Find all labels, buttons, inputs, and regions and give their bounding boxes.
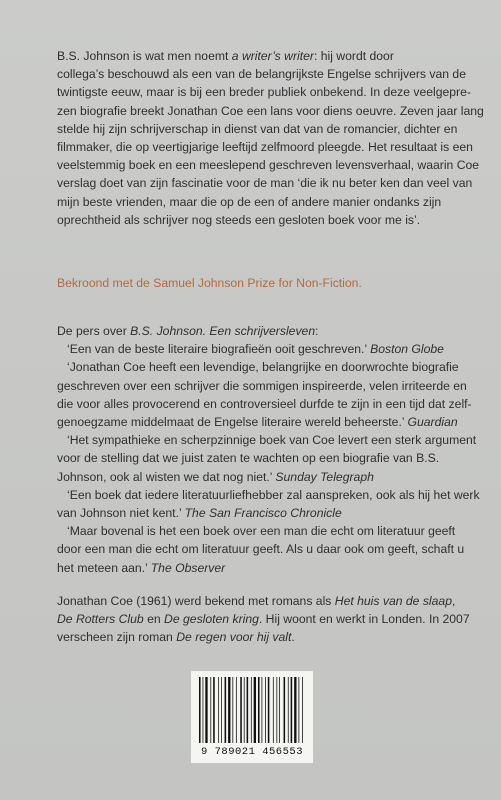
blurb-line: veelstemmig boek en een meeslepend geschreven levensverhaal, waarin Coe bbox=[57, 158, 480, 173]
barcode-bar bbox=[240, 677, 242, 743]
author-bio bbox=[57, 592, 477, 647]
barcode-bar bbox=[268, 677, 270, 743]
press-quote: ‘Het sympathieke en scherpzinnige boek van Coe levert een sterk argument bbox=[67, 433, 477, 448]
barcode-bar bbox=[251, 677, 252, 743]
barcode-bar bbox=[273, 677, 274, 743]
press-quote: die voor alles provocerend en controversieel durfde te zijn in een tijd dat zelf- bbox=[57, 396, 472, 411]
author-line: verscheen zijn roman De regen voor hij valt. bbox=[57, 630, 295, 645]
barcode-bar bbox=[298, 677, 299, 743]
barcode-bar bbox=[199, 677, 201, 743]
press-quote: ‘Een boek dat iedere literatuurliefhebber zal aanspreken, ook als hij het werk bbox=[67, 487, 480, 502]
press-quote: Johnson, ook al wisten we dat nog niet.’ Sunday Telegraph bbox=[57, 469, 374, 484]
press-quote: het meteen aan.’ The Observer bbox=[57, 560, 226, 575]
barcode-bar bbox=[258, 677, 260, 743]
barcode-bar bbox=[228, 677, 230, 743]
blurb-line: twintigste eeuw, maar is bij een breder publiek onbekend. In deze veelgepre- bbox=[57, 85, 471, 100]
isbn-number: 9 789021 456553 bbox=[200, 746, 303, 758]
press-quote: van Johnson niet kent.’ The San Francisco Chronicle bbox=[57, 506, 342, 521]
barcode-bar bbox=[225, 677, 227, 743]
quote-source: The Observer bbox=[150, 560, 226, 575]
barcode-bar bbox=[262, 677, 263, 743]
barcode-bar bbox=[294, 677, 296, 743]
barcode-bar bbox=[254, 677, 256, 743]
quote-source: Sunday Telegraph bbox=[275, 469, 374, 484]
blurb-paragraph bbox=[57, 47, 484, 229]
blurb-line: verslag doet van zijn fascinatie voor de man ‘die ik nu beter ken dan veel van bbox=[57, 176, 473, 191]
blurb-line: stelde hij zijn schrijverschap in dienst van dat van de romancier, dichter en bbox=[57, 121, 458, 136]
isbn-barcode bbox=[191, 671, 313, 763]
barcode-bar bbox=[210, 677, 211, 743]
quote-source: The San Francisco Chronicle bbox=[184, 506, 342, 521]
barcode-bar bbox=[232, 677, 233, 743]
quote-source: Guardian bbox=[407, 415, 458, 430]
barcode-bar bbox=[247, 677, 249, 743]
author-line: Jonathan Coe (1961) werd bekend met romans als Het huis van de slaap, bbox=[57, 594, 456, 608]
blurb-line: mijn beste vrienden, maar die op de een of andere manier ondanks zijn bbox=[57, 194, 442, 209]
press-quote: genoegzame middelmaat de Engelse literaire wereld beheerste.’ Guardian bbox=[57, 415, 458, 430]
barcode-bar bbox=[205, 677, 207, 743]
barcode-bar bbox=[213, 677, 215, 743]
blurb-emphasis: a writer’s writer bbox=[231, 49, 314, 63]
author-line: De Rotters Club en De gesloten kring. Hij woont en werkt in Londen. In 2007 bbox=[57, 612, 470, 627]
barcode-bar bbox=[244, 677, 245, 743]
barcode-bar bbox=[218, 677, 219, 743]
blurb-line: filmmaker, die op veertigjarige leeftijd zelfmoord pleegde. Het resultaat is een bbox=[57, 140, 473, 155]
blurb-line: collega’s beschouwd als een van de belangrijkste Engelse schrijvers van de bbox=[57, 67, 466, 82]
quote-source: Boston Globe bbox=[370, 342, 444, 357]
press-quote: ‘Maar bovenal is het een boek over een man die echt om literatuur geeft bbox=[67, 524, 456, 539]
press-intro: De pers over B.S. Johnson. Een schrijversleven: bbox=[57, 324, 319, 338]
barcode-bar bbox=[236, 677, 237, 743]
barcode-bar bbox=[203, 677, 204, 743]
press-quote: voor de stelling dat we juist zaten te wachten op een biografie van B.S. bbox=[57, 451, 440, 466]
press-quote: door een man die echt om literatuur geeft. Als u daar ook om geeft, schaft u bbox=[57, 542, 465, 557]
press-quote: geschreven over een schrijver die sommigen inspireerde, velen irriteerde en bbox=[57, 378, 467, 393]
barcode-bar bbox=[221, 677, 222, 743]
press-quote: ‘Jonathan Coe heeft een levendige, belangrijke en doorwrochte biografie bbox=[67, 360, 459, 375]
award-line: Bekroond met de Samuel Johnson Prize for Non-Fiction. bbox=[57, 276, 362, 290]
blurb-line: oprechtheid als schrijver nog steeds een gesloten boek voor me is’. bbox=[57, 212, 421, 227]
barcode-bars bbox=[197, 677, 307, 745]
blurb-line: zen biografie breekt Jonathan Coe een lans voor diens oeuvre. Zeven jaar lang bbox=[57, 103, 484, 118]
barcode-bar bbox=[291, 677, 293, 743]
barcode-bar bbox=[279, 677, 280, 743]
barcode-bar bbox=[284, 677, 286, 743]
blurb-line: B.S. Johnson is wat men noemt a writer’s writer: hij wordt door bbox=[57, 49, 394, 63]
barcode-bar bbox=[276, 677, 277, 743]
barcode-bar bbox=[288, 677, 289, 743]
press-quote: ‘Een van de beste literaire biografieën ooit geschreven.’ Boston Globe bbox=[67, 342, 444, 357]
press-quotes bbox=[57, 322, 480, 577]
barcode-bar bbox=[265, 677, 266, 743]
barcode-bar bbox=[302, 677, 303, 743]
